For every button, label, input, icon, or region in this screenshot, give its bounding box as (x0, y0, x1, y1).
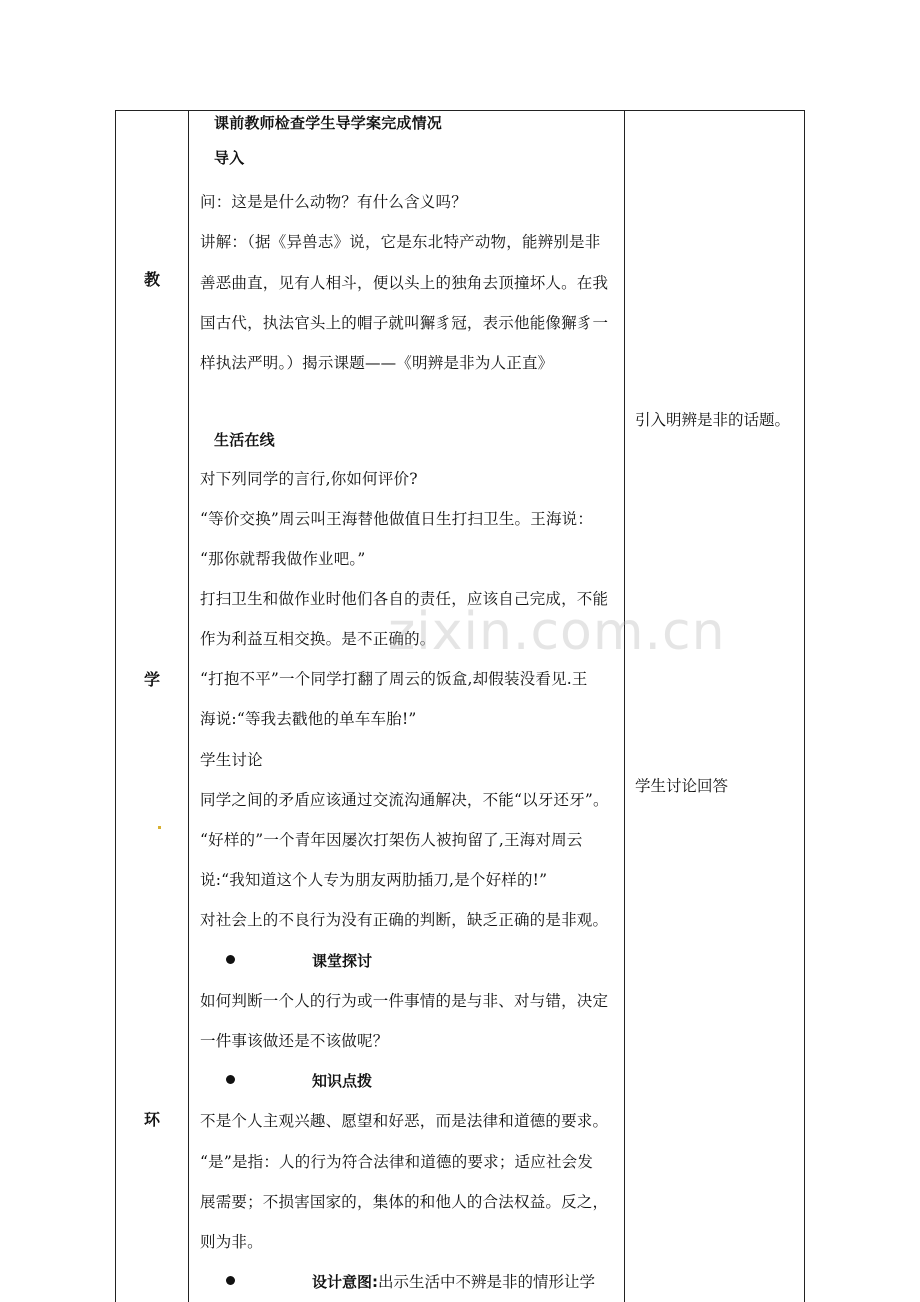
bullet-dot (226, 1075, 235, 1084)
case-2-analysis: 同学之间的矛盾应该通过交流沟通解决，不能“以牙还牙”。 (200, 791, 609, 809)
case-1-line-1: “等价交换”周云叫王海替他做值日生打扫卫生。王海说： (200, 510, 594, 528)
explanation-line-1: 讲解：（据《异兽志》说，它是东北特产动物，能辨别是非 (200, 233, 601, 251)
case-2-line-1: “打抱不平”一个同学打翻了周云的饭盒,却假装没看见.王 (200, 670, 588, 688)
knowledge-line-3: 展需要；不损害国家的，集体的和他人的合法权益。反之， (200, 1193, 609, 1211)
side-label-huan: 环 (143, 1110, 160, 1129)
student-discussion: 学生讨论 (200, 751, 263, 769)
knowledge-line-4: 则为非。 (200, 1233, 263, 1251)
case-3-line-1: “好样的”一个青年因屡次打架伤人被拘留了,王海对周云 (200, 831, 583, 849)
lesson-table (115, 110, 805, 1302)
bullet-class-discussion (200, 950, 625, 972)
explanation-line-2: 善恶曲直，见有人相斗，便以头上的独角去顶撞坏人。在我 (200, 274, 609, 292)
discussion-question-2: 一件事该做还是不该做呢？ (200, 1032, 389, 1050)
case-3-analysis: 对社会上的不良行为没有正确的判断，缺乏正确的是非观。 (200, 911, 609, 929)
bullet-design-intent (200, 1271, 625, 1293)
life-online-heading: 生活在线 (214, 431, 275, 449)
speck-mark (158, 826, 161, 829)
explanation-line-4: 样执法严明。）揭示课题——《明辨是非为人正直》 (200, 354, 554, 372)
bullet-label: 知识点拨 (312, 1072, 373, 1090)
bullet-dot (226, 1276, 235, 1285)
knowledge-line-1: 不是个人主观兴趣、愿望和好恶，而是法律和道德的要求。 (200, 1112, 609, 1130)
bullet-label: 课堂探讨 (312, 952, 373, 970)
explanation-line-3: 国古代，执法官头上的帽子就叫獬豸冠，表示他能像獬豸一 (200, 314, 609, 332)
bullet-dot (226, 955, 235, 964)
teacher-check-heading: 课前教师检查学生导学案完成情况 (214, 114, 443, 132)
bullet-knowledge-tips (200, 1070, 625, 1092)
case-2-line-2: 海说:“等我去戳他的单车车胎!” (200, 710, 417, 728)
watermark: zixin.com.cn (388, 602, 726, 662)
side-label-jiao: 教 (143, 270, 160, 289)
column-divider-left (188, 111, 189, 1302)
case-1-line-2: “那你就帮我做作业吧。” (200, 550, 366, 568)
intro-heading: 导入 (214, 149, 245, 167)
case-1-analysis-1: 打扫卫生和做作业时他们各自的责任，应该自己完成，不能 (200, 590, 609, 608)
design-intent-label: 设计意图: (312, 1273, 378, 1291)
design-intent-text: 出示生活中不辨是非的情形让学 (378, 1273, 596, 1291)
side-label-xue: 学 (143, 670, 160, 689)
case-1-analysis-2: 作为利益互相交换。是不正确的。 (200, 630, 436, 648)
case-3-line-2: 说:“我知道这个人专为朋友两肋插刀,是个好样的!” (200, 871, 548, 889)
question-line: 问：这是是什么动物？有什么含义吗？ (200, 193, 467, 211)
evaluate-prompt: 对下列同学的言行,你如何评价? (200, 470, 418, 488)
discussion-question-1: 如何判断一个人的行为或一件事情的是与非、对与错，决定 (200, 992, 609, 1010)
knowledge-line-2: “是”是指：人的行为符合法律和道德的要求；适应社会发 (200, 1153, 594, 1171)
right-note-topic: 引入明辨是非的话题。 (635, 411, 791, 429)
right-note-discussion: 学生讨论回答 (635, 777, 729, 795)
